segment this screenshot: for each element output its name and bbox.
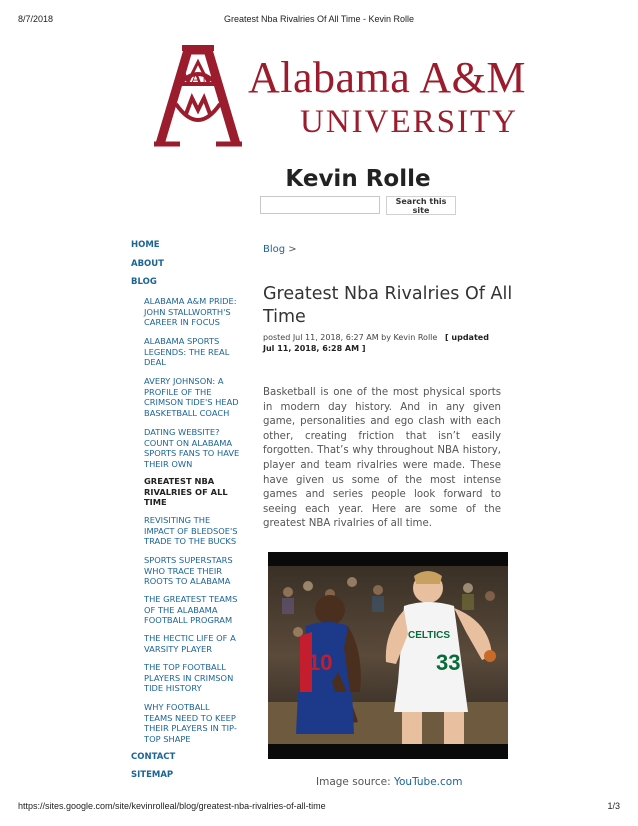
nav-blog-item-current[interactable]: GREATEST NBA RIVALRIES OF ALL TIME: [144, 476, 228, 507]
print-date: 8/7/2018: [18, 14, 54, 24]
nav-blog-item[interactable]: AVERY JOHNSON: A PROFILE OF THE CRIMSON TIDE'S HEAD BASKETBALL COACH: [144, 376, 239, 418]
caption-source-link[interactable]: YouTube.com: [393, 776, 463, 788]
nav-blog-item[interactable]: WHY FOOTBALL TEAMS NEED TO KEEP THEIR PLAYERS IN TIP-TOP SHAPE: [144, 702, 237, 744]
nav-blog-item[interactable]: SPORTS SUPERSTARS WHO TRACE THEIR ROOTS TO ALABAMA: [144, 555, 233, 586]
print-url: https://sites.google.com/site/kevinrolleal/blog/greatest-nba-rivalries-of-all-time: [18, 801, 326, 811]
image-caption: [316, 776, 462, 788]
basketball-photo-illustration: [268, 552, 508, 759]
nav-sitemap[interactable]: SITEMAP: [131, 770, 174, 780]
aamu-monogram-icon: [152, 44, 244, 150]
caption-prefix: Image source:: [316, 776, 391, 788]
post-body: Basketball is one of the most physical sports in modern day history. And in any given game, personalities and ego clash with each other, creating friction that isn’t easily forgotten. That’s why throughout NBA history, player and team rivalries were made. These have given us some of the most intense games and series people look forward to seeing each year. Here are some of the greatest NBA rivalries of all time.: [263, 387, 501, 530]
nav-home[interactable]: HOME: [131, 240, 160, 250]
nav-blog-item[interactable]: THE HECTIC LIFE OF A VARSITY PLAYER: [144, 633, 236, 654]
post-byline: posted Jul 11, 2018, 6:27 AM by Kevin Rolle: [263, 333, 438, 342]
nav-blog[interactable]: BLOG: [131, 277, 157, 287]
nav-about[interactable]: ABOUT: [131, 259, 164, 269]
post-updated: [ updated Jul 11, 2018, 6:28 AM ]: [263, 333, 489, 353]
left-jersey-number: 10: [308, 650, 333, 675]
breadcrumb: [263, 244, 297, 255]
logo-line-1: Alabama A&M: [248, 53, 527, 102]
search-input[interactable]: [260, 196, 380, 214]
post-meta: [263, 332, 503, 354]
post-title: Greatest Nba Rivalries Of All Time: [263, 284, 513, 327]
monogram-text: AAM: [178, 71, 218, 88]
site-title[interactable]: Kevin Rolle: [285, 166, 431, 192]
right-jersey-number: 33: [436, 650, 461, 675]
nav-contact[interactable]: CONTACT: [131, 752, 176, 762]
breadcrumb-separator: >: [288, 244, 297, 255]
right-jersey-team: CELTICS: [408, 630, 451, 641]
university-logo[interactable]: [152, 44, 560, 150]
nav-blog-item[interactable]: ALABAMA A&M PRIDE: JOHN STALLWORTH'S CAREER IN FOCUS: [144, 296, 237, 327]
print-page-title: Greatest Nba Rivalries Of All Time - Kevin Rolle: [223, 14, 415, 24]
nav-blog-item[interactable]: ALABAMA SPORTS LEGENDS: THE REAL DEAL: [144, 336, 230, 367]
post-image: [268, 552, 508, 759]
breadcrumb-blog-link[interactable]: Blog: [263, 244, 286, 255]
nav-blog-item[interactable]: DATING WEBSITE? COUNT ON ALABAMA SPORTS FANS TO HAVE THEIR OWN: [144, 427, 240, 469]
logo-line-2: UNIVERSITY: [300, 104, 518, 140]
nav-blog-item[interactable]: REVISITING THE IMPACT OF BLEDSOE'S TRADE TO THE BUCKS: [144, 515, 238, 546]
nav-blog-item[interactable]: THE GREATEST TEAMS OF THE ALABAMA FOOTBALL PROGRAM: [144, 594, 238, 625]
nav-blog-item[interactable]: THE TOP FOOTBALL PLAYERS IN CRIMSON TIDE HISTORY: [144, 662, 234, 693]
search-button[interactable]: Search this site: [386, 196, 456, 215]
print-page-number: 1/3: [607, 801, 620, 811]
